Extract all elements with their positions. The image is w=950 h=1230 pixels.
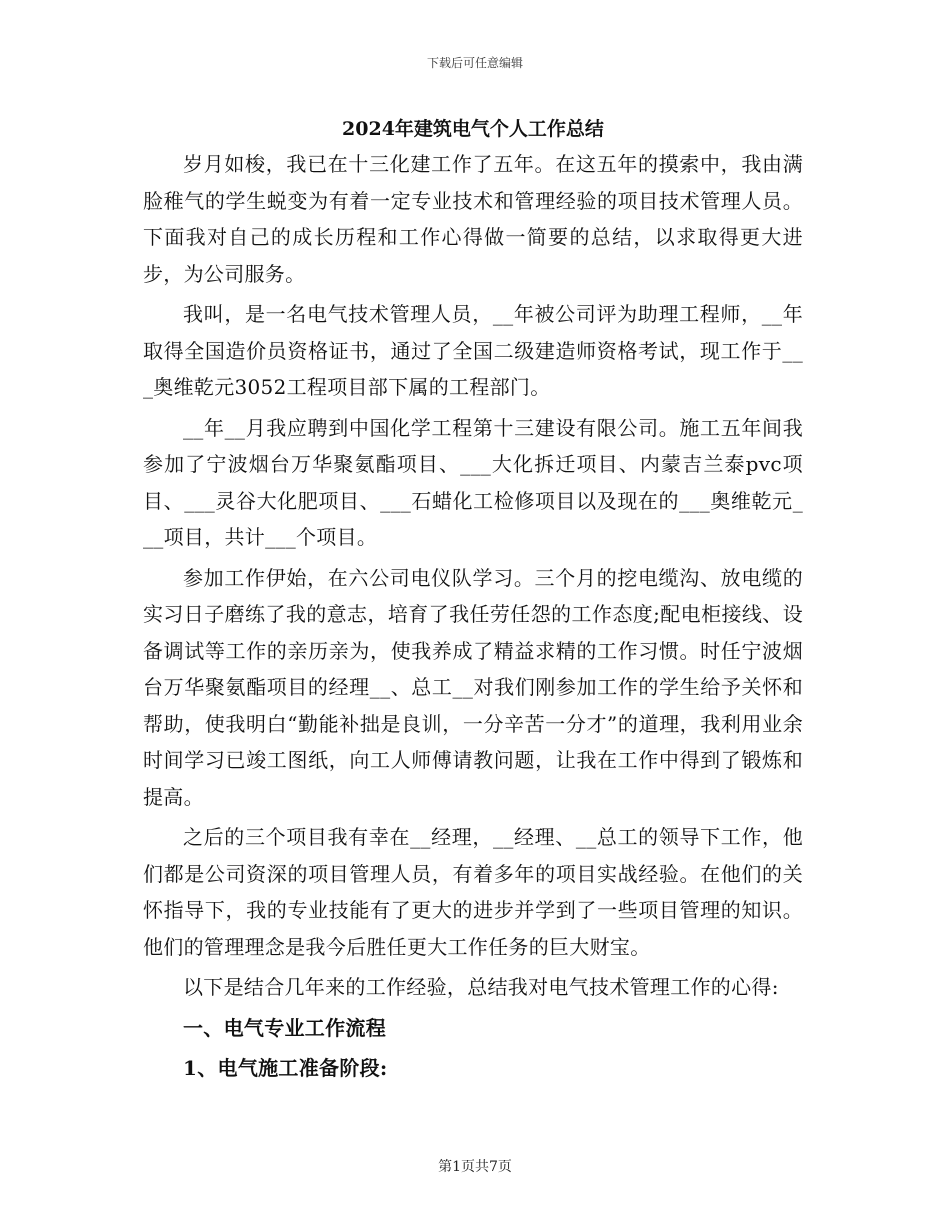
document-title: 2024年建筑电气个人工作总结 bbox=[342, 118, 604, 140]
paragraph-later-projects: 之后的三个项目我有幸在__经理，__经理、__总工的领导下工作，他们都是公司资深的项目管理人员，有着多年的项目实战经验。在他们的关怀指导下，我的专业技能有了更大的进步并学到了一些项目管理的知识。他们的管理理念是我今后胜任更大工作任务的巨大财宝。 bbox=[143, 825, 803, 959]
subsection-heading: 1、电气施工准备阶段: bbox=[183, 1056, 388, 1080]
paragraph-summary-lead: 以下是结合几年来的工作经验，总结我对电气技术管理工作的心得: bbox=[183, 975, 779, 999]
document-body bbox=[143, 112, 803, 1087]
header-note: 下载后可任意编辑 bbox=[426, 56, 523, 70]
paragraph-projects: __年__月我应聘到中国化学工程第十三建设有限公司。施工五年间我参加了宁波烟台万华聚氨酯项目、___大化拆迁项目、内蒙吉兰泰pvc项目、___灵谷大化肥项目、___石蜡化工检修项目以及现在的___奥维乾元___项目，共计___个项目。 bbox=[143, 415, 803, 549]
paragraph-self-introduction: 我叫，是一名电气技术管理人员，__年被公司评为助理工程师，__年取得全国造价员资格证书，通过了全国二级建造师资格考试，现工作于___奥维乾元3052工程项目部下属的工程部门。 bbox=[143, 302, 803, 399]
page-indicator: 第1页共7页 bbox=[438, 1159, 512, 1175]
paragraph-early-work: 参加工作伊始，在六公司电仪队学习。三个月的挖电缆沟、放电缆的实习日子磨练了我的意志，培育了我任劳任怨的工作态度;配电柜接线、设备调试等工作的亲历亲为，使我养成了精益求精的工作习惯。时任宁波烟台万华聚氨酯项目的经理__、总工__对我们刚参加工作的学生给予关怀和帮助，使我明白“勤能补拙是良训，一分辛苦一分才”的道理，我利用业余时间学习已竣工图纸，向工人师傅请教问题，让我在工作中得到了锻炼和提高。 bbox=[143, 565, 803, 809]
section-heading: 一、电气专业工作流程 bbox=[183, 1015, 386, 1040]
paragraph-intro: 岁月如梭，我已在十三化建工作了五年。在这五年的摸索中，我由满脸稚气的学生蜕变为有着一定专业技术和管理经验的项目技术管理人员。下面我对自己的成长历程和工作心得做一简要的总结，以求取得更大进步，为公司服务。 bbox=[143, 152, 803, 286]
